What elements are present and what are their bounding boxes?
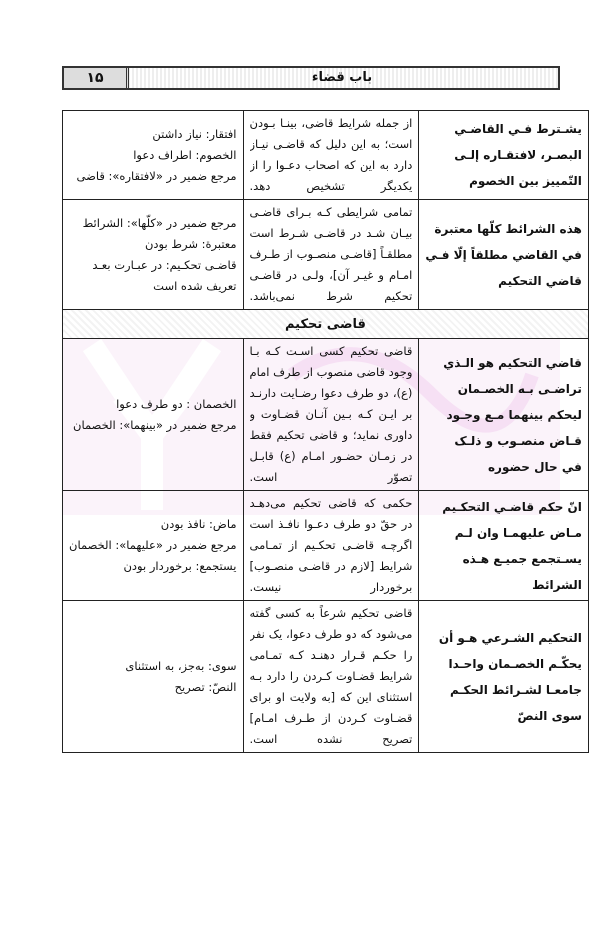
vocabulary-notes-line: الخصمان : دو طرف دعوا <box>116 396 237 411</box>
persian-translation <box>243 601 419 753</box>
arabic-text-line: التحكيم الشـرعي هـو أن <box>438 630 582 645</box>
vocabulary-notes <box>63 491 244 601</box>
arabic-text-line: قاضي التحكيم هو الـذي <box>443 355 582 370</box>
vocabulary-notes <box>63 111 244 200</box>
persian-translation-line: قضـاوت كـردن از طـرف امـام] <box>249 711 413 725</box>
persian-translation-line: مطلقـاً [قاضـی منصـوب از طـرف <box>249 247 413 261</box>
page-number: ۱۵ <box>64 68 129 88</box>
arabic-text-line: سوى النصّ <box>517 708 582 723</box>
persian-translation-line: را حكـم قـرار دهنـد كـه تمـامی <box>249 648 413 662</box>
persian-translation-line: قاضی تحكيم كسی اسـت كـه بـا <box>249 344 413 358</box>
vocabulary-notes-line: ماض: نافذ بودن <box>160 517 237 531</box>
vocabulary-notes <box>63 601 244 753</box>
arabic-text-line: ليحكم بينهما مـع وجـود <box>446 407 582 422</box>
persian-translation-line: امـام و غيـر آن]، ولـی در قاضـی <box>249 268 413 282</box>
arabic-text-line: قـاض منصـوب و ذلـک <box>454 433 582 448</box>
table-row <box>63 111 589 200</box>
table-row <box>63 339 589 491</box>
arabic-text <box>419 111 589 200</box>
persian-translation-line: اگرچـه قاضـی تحكـيم از تمـامی <box>249 538 413 552</box>
persian-translation-line: شرايط [لازم در قاضـی منصـوب] <box>249 559 413 573</box>
section-row <box>63 310 589 339</box>
persian-translation-line: تصوّر است. <box>249 470 413 484</box>
vocabulary-notes-line: معتبرة: شرط بودن <box>144 236 237 251</box>
persian-translation-line: است؛ به اين دليل كه قاضـی نيـاز <box>249 137 413 151</box>
persian-translation-line: تمامی شرايطی كـه بـرای قاضـی <box>249 205 413 219</box>
persian-translation-line: وجود قاضی منصوب از طرف امام <box>249 365 413 379</box>
arabic-text-line: يحكّـم الخصـمان واحـدا <box>448 656 582 671</box>
vocabulary-notes-line: مرجع ضمير در «بينهما»: الخصمان <box>73 417 237 432</box>
vocabulary-notes-line: يستجمع: برخوردار بودن <box>123 559 237 573</box>
table-row <box>63 200 589 310</box>
persian-translation-line: از جمله شرايط قاضی، بينـا بـودن <box>249 116 413 130</box>
vocabulary-table <box>62 110 589 753</box>
vocabulary-notes-line: النصّ: تصريح <box>174 679 237 694</box>
arabic-text <box>419 601 589 753</box>
arabic-text-line: جامعـا لشـرائط الحكـم <box>450 682 582 697</box>
persian-translation-line: دارد به اين كه اصحاب دعـوا را از <box>249 158 413 172</box>
persian-translation-line: تصريح نشده است. <box>249 732 413 746</box>
arabic-text-line: الشرائط <box>532 577 582 592</box>
persian-translation-line: تحكيم شرط نمی‌باشد. <box>249 289 413 303</box>
persian-translation <box>243 339 419 491</box>
vocabulary-notes-line: مرجع ضمير در «عليهما»: الخصمان <box>69 538 237 552</box>
arabic-text-line: تراضـى بـه الخصـمان <box>457 381 582 396</box>
arabic-text-line: التّمييز بين الخصوم <box>469 174 582 188</box>
vocabulary-notes-line: افتقار: نياز داشتن <box>152 126 237 141</box>
arabic-text-line: مـاض عليهمـا وان لـم <box>454 525 582 540</box>
persian-translation <box>243 111 419 200</box>
persian-translation-line: می‌شود كه دو طرف دعوا، يک نفر <box>249 627 413 641</box>
vocabulary-notes <box>63 200 244 310</box>
arabic-text-line: في القاضي مطلقاً إلّا فـي <box>425 247 582 262</box>
chapter-title: باب قضاء <box>311 70 373 85</box>
persian-translation-line: در زمـان حضـور امـام (ع) قابـل <box>249 449 413 463</box>
arabic-text-line: انّ حكم قاضـي التحكـيم <box>442 499 582 514</box>
persian-translation-line: يكديگر تشخيص دهد. <box>249 179 413 193</box>
persian-translation-line: قاضی تحكيم شرعاً به كسی گفته <box>249 606 413 620</box>
vocabulary-notes-line: تعريف شده است <box>153 278 237 293</box>
table-row <box>63 601 589 753</box>
persian-translation-line: برخوردار نيست. <box>249 580 413 594</box>
persian-translation-line: در حقّ دو طرف دعـوا نافـذ است <box>249 517 413 531</box>
persian-translation <box>243 491 419 601</box>
persian-translation-line: (ع)، دو طرف دعوا رضـايت دارنـد <box>249 386 413 400</box>
vocabulary-notes <box>63 339 244 491</box>
arabic-text-line: يشـترط فـي القاضـي <box>454 122 582 136</box>
persian-translation-line: بيـان شـد در قاضـی شـرط است <box>249 226 413 240</box>
arabic-text <box>419 200 589 310</box>
persian-translation-line: شرايط قضـاوت كـردن را دارد بـه <box>249 669 413 683</box>
page-header <box>62 66 560 90</box>
vocabulary-notes-line: سوی: به‌جز، به استثنای <box>125 658 237 673</box>
table-row <box>63 491 589 601</box>
arabic-text-line: هذه الشرائط كلّها معتبرة <box>434 221 582 236</box>
section-title: قاضی تحکیم <box>63 310 589 339</box>
arabic-text <box>419 339 589 491</box>
arabic-text-line: قاضي التحكيم <box>498 273 582 288</box>
arabic-text-line: يسـتجمع جميـع هـذه <box>462 551 582 566</box>
vocabulary-notes-line: الخصوم: اطراف دعوا <box>133 147 237 162</box>
vocabulary-notes-line: مرجع ضمير در «لافتقاره»: قاضی <box>76 168 237 183</box>
arabic-text-line: في حال حضوره <box>487 459 582 474</box>
persian-translation-line: حكمی كه قاضی تحكيم می‌دهـد <box>249 496 413 510</box>
vocabulary-notes-line: مرجع ضمير در «كلّها»: الشرائط <box>82 215 237 230</box>
persian-translation-line: داوری نمايد؛ و قاضی تحكيم فقط <box>249 428 413 442</box>
vocabulary-notes-line: قاضـی تحكـيم: در عبـارت بعـد <box>92 257 237 272</box>
arabic-text <box>419 491 589 601</box>
persian-translation-line: بر ايـن كـه بـين آنـان قضـاوت و <box>249 407 413 421</box>
persian-translation <box>243 200 419 310</box>
persian-translation-line: استثنای اين كه [به ولايت او برای <box>249 690 413 704</box>
arabic-text-line: البصـر، لافتقـاره إلـى <box>454 148 582 162</box>
